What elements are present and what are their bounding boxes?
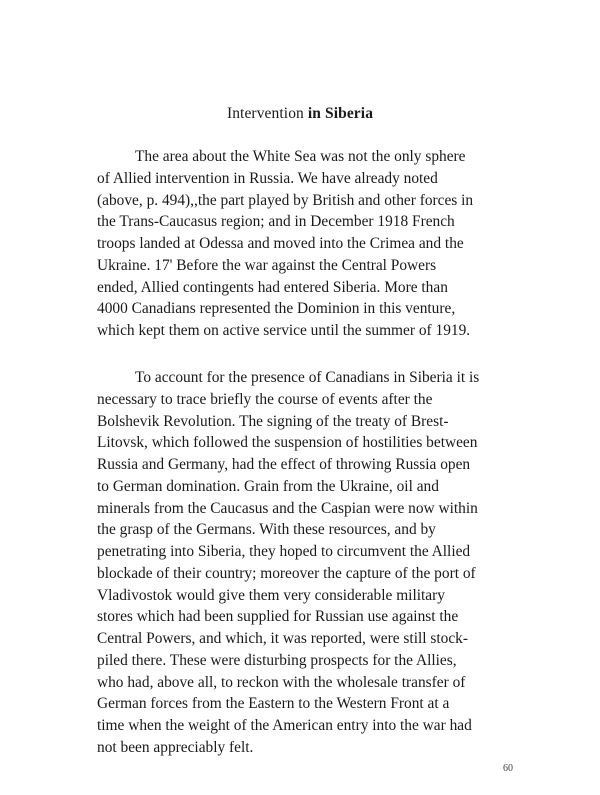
paragraph-line: necessary to trace briefly the course of events after the — [97, 390, 433, 408]
paragraph-line: stores which had been supplied for Russian use against the — [97, 608, 459, 626]
paragraph-line: Bolshevik Revolution. The signing of the treaty of Brest- — [97, 412, 449, 430]
paragraph-line: ended, Allied contingents had entered Siberia. More than — [97, 278, 448, 296]
paragraph-line: The area about the White Sea was not the only sphere — [135, 148, 466, 165]
paragraph-line: 4000 Canadians represented the Dominion in this venture, — [97, 300, 456, 318]
paragraph-line: Central Powers, and which, it was reported, were still stock- — [97, 630, 468, 647]
paragraph-line: Russia and Germany, had the effect of throwing Russia open — [97, 456, 471, 473]
paragraph-canadians-in-siberia — [97, 367, 537, 759]
paragraph-line: To account for the presence of Canadians in Siberia it is — [135, 369, 480, 386]
paragraph-line: the Trans-Caucasus region; and in December 1918 French — [97, 213, 455, 231]
paragraph-line: minerals from the Caucasus and the Caspian were now within — [97, 499, 478, 517]
paragraph-line: which kept them on active service until the summer of 1919. — [97, 322, 471, 339]
paragraph-line: time when the weight of the American entry into the war had — [97, 717, 472, 734]
paragraph-line: Vladivostok would give them very considerable military — [97, 586, 445, 604]
paragraph-line: German forces from the Eastern to the Western Front at a — [97, 695, 450, 713]
paragraph-line: troops landed at Odessa and moved into the Crimea and the — [97, 235, 464, 252]
paragraph-line: who had, above all, to reckon with the wholesale transfer of — [97, 673, 466, 691]
paragraph-line: the grasp of the Germans. With these resources, and by — [97, 521, 436, 539]
paragraph-line: to German domination. Grain from the Ukraine, oil and — [97, 477, 439, 495]
paragraph-white-sea — [97, 146, 537, 342]
paragraph-line: (above, p. 494),,the part played by British and other forces in — [97, 191, 474, 209]
paragraph-line: not been appreciably felt. — [97, 738, 254, 756]
paragraph-line: Ukraine. 17' Before the war against the Central Powers — [97, 256, 437, 274]
page-number: 60 — [503, 763, 513, 774]
paragraph-line: piled there. These were disturbing prospects for the Allies, — [97, 651, 457, 669]
paragraph-line: penetrating into Siberia, they hoped to circumvent the Allied — [97, 543, 471, 560]
section-heading — [0, 104, 600, 124]
paragraph-line: of Allied intervention in Russia. We have already noted — [97, 169, 438, 187]
heading-regular-text: Intervention — [226, 105, 304, 122]
heading-bold-text: in Siberia — [307, 105, 374, 122]
paragraph-line: blockade of their country; moreover the capture of the port of — [97, 564, 476, 582]
paragraph-line: Litovsk, which followed the suspension of hostilities between — [97, 434, 478, 452]
